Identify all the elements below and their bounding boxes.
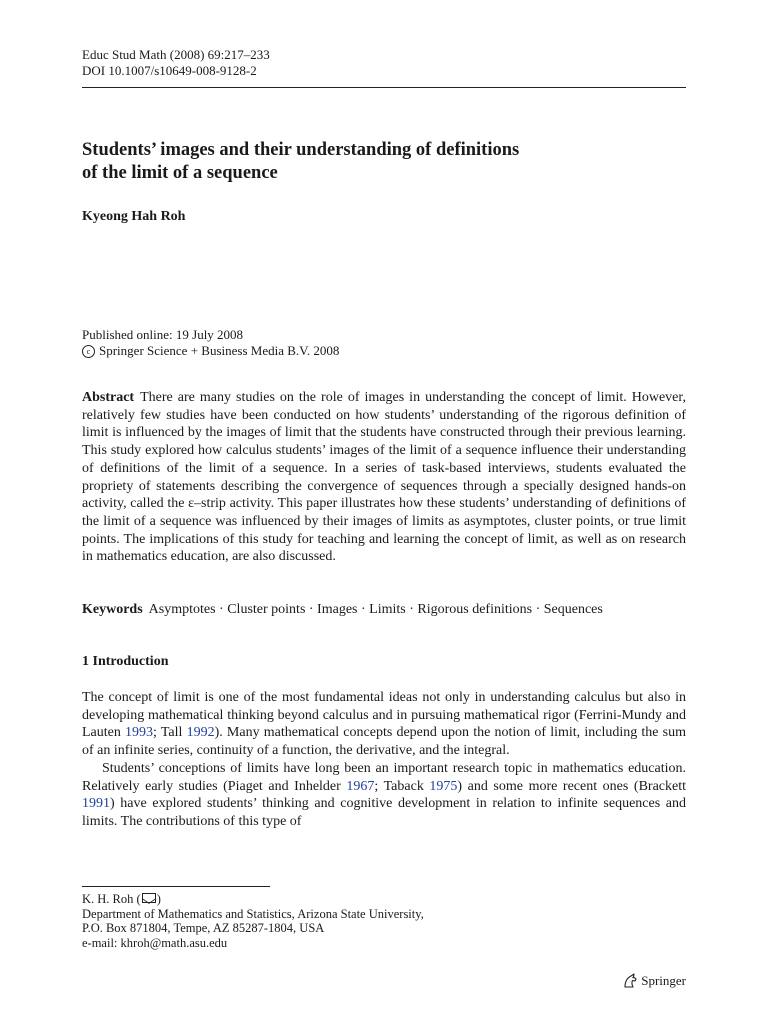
paragraph-text: ) have explored students’ thinking and cognitive development in relation to infinite sequences and limits. The contributions of this type of: [82, 796, 686, 829]
title-line-1: Students’ images and their understanding of definitions: [82, 140, 520, 160]
citation-link[interactable]: 1992: [186, 725, 215, 741]
journal-citation: Educ Stud Math (2008) 69:217–233: [82, 47, 270, 62]
paragraph-text: ) and some more recent ones (Brackett: [457, 778, 687, 794]
article-title: [82, 139, 686, 185]
footnote: [82, 892, 424, 950]
publisher-logo: [622, 973, 686, 989]
copyright-line: [82, 343, 339, 359]
keywords: [82, 601, 686, 618]
paragraph-text: ). Many mathematical concepts depend upon the notion of limit, including the sum of an infinite series, continuity of a function, the derivative, and the integral.: [82, 725, 686, 759]
citation-link[interactable]: 1991: [82, 796, 110, 812]
author-name: Kyeong Hah Roh: [82, 209, 186, 224]
citation-link[interactable]: 1975: [429, 778, 458, 794]
published-online: Published online: 19 July 2008: [82, 327, 244, 342]
citation-link[interactable]: 1993: [125, 725, 154, 741]
footnote-author-close: ): [156, 892, 161, 906]
footnote-rule: [82, 886, 270, 887]
paragraph-text: Students’ conceptions of limits have long been an important research topic in mathematics education. Relatively early studies (Piaget and Inhelder: [82, 760, 686, 794]
publication-info: [82, 327, 339, 359]
introduction-body: [82, 689, 686, 831]
keywords-text: Asymptotes · Cluster points · Images · Limits · Rigorous definitions · Sequences: [148, 602, 603, 617]
abstract: [82, 389, 686, 566]
paragraph: [82, 760, 686, 831]
paragraph-text: ; Taback: [374, 778, 430, 794]
footnote-address: P.O. Box 871804, Tempe, AZ 85287-1804, USA: [82, 921, 325, 935]
paragraph-text: The concept of limit is one of the most fundamental ideas not only in understanding calculus but also in developing mathematical thinking beyond calculus and in pursuing mathematical rigor (Ferrini-Mundy and Lauten: [82, 690, 686, 741]
copyright-text: Springer Science + Business Media B.V. 2008: [99, 343, 340, 358]
doi: DOI 10.1007/s10649-008-9128-2: [82, 63, 257, 78]
section-heading: 1 Introduction: [82, 654, 169, 669]
paragraph-text: ; Tall: [153, 725, 187, 741]
keywords-label: Keywords: [82, 602, 143, 617]
citation-link[interactable]: 1967: [346, 778, 375, 794]
footnote-email[interactable]: e-mail: khroh@math.asu.edu: [82, 935, 228, 950]
abstract-label: Abstract: [82, 390, 135, 405]
paragraph: [82, 689, 686, 760]
springer-horse-icon: [622, 973, 638, 989]
copyright-icon: c: [82, 345, 95, 358]
envelope-icon: [142, 893, 156, 903]
title-line-2: of the limit of a sequence: [82, 163, 278, 183]
publisher-name: Springer: [641, 973, 686, 988]
journal-header: [82, 47, 270, 79]
footnote-author: K. H. Roh (: [82, 892, 141, 906]
footnote-department: Department of Mathematics and Statistics, Arizona State University,: [82, 906, 424, 921]
footnote-author-line: [82, 892, 424, 907]
abstract-text: There are many studies on the role of images in understanding the concept of limit. However, relatively few studies have been conducted on how students’ understanding of the rigorous definition of limit is influenced by the images of limit that the students have constructed through their previous learning. This study explored how calculus students’ images of the limit of a sequence influence their understanding of definitions of the limit of a sequence. In a series of task-based interviews, students evaluated the propriety of statements describing the convergence of sequences through a specially designed hands-on activity, called the ε–strip activity. This paper illustrates how these students’ understanding of definitions of the limit of a sequence was influenced by their images of limits as asymptotes, cluster points, or true limit points. The implications of this study for teaching and learning the concept of limit, as well as on research in mathematics education, are also discussed.: [82, 390, 686, 565]
header-rule: [82, 87, 686, 88]
